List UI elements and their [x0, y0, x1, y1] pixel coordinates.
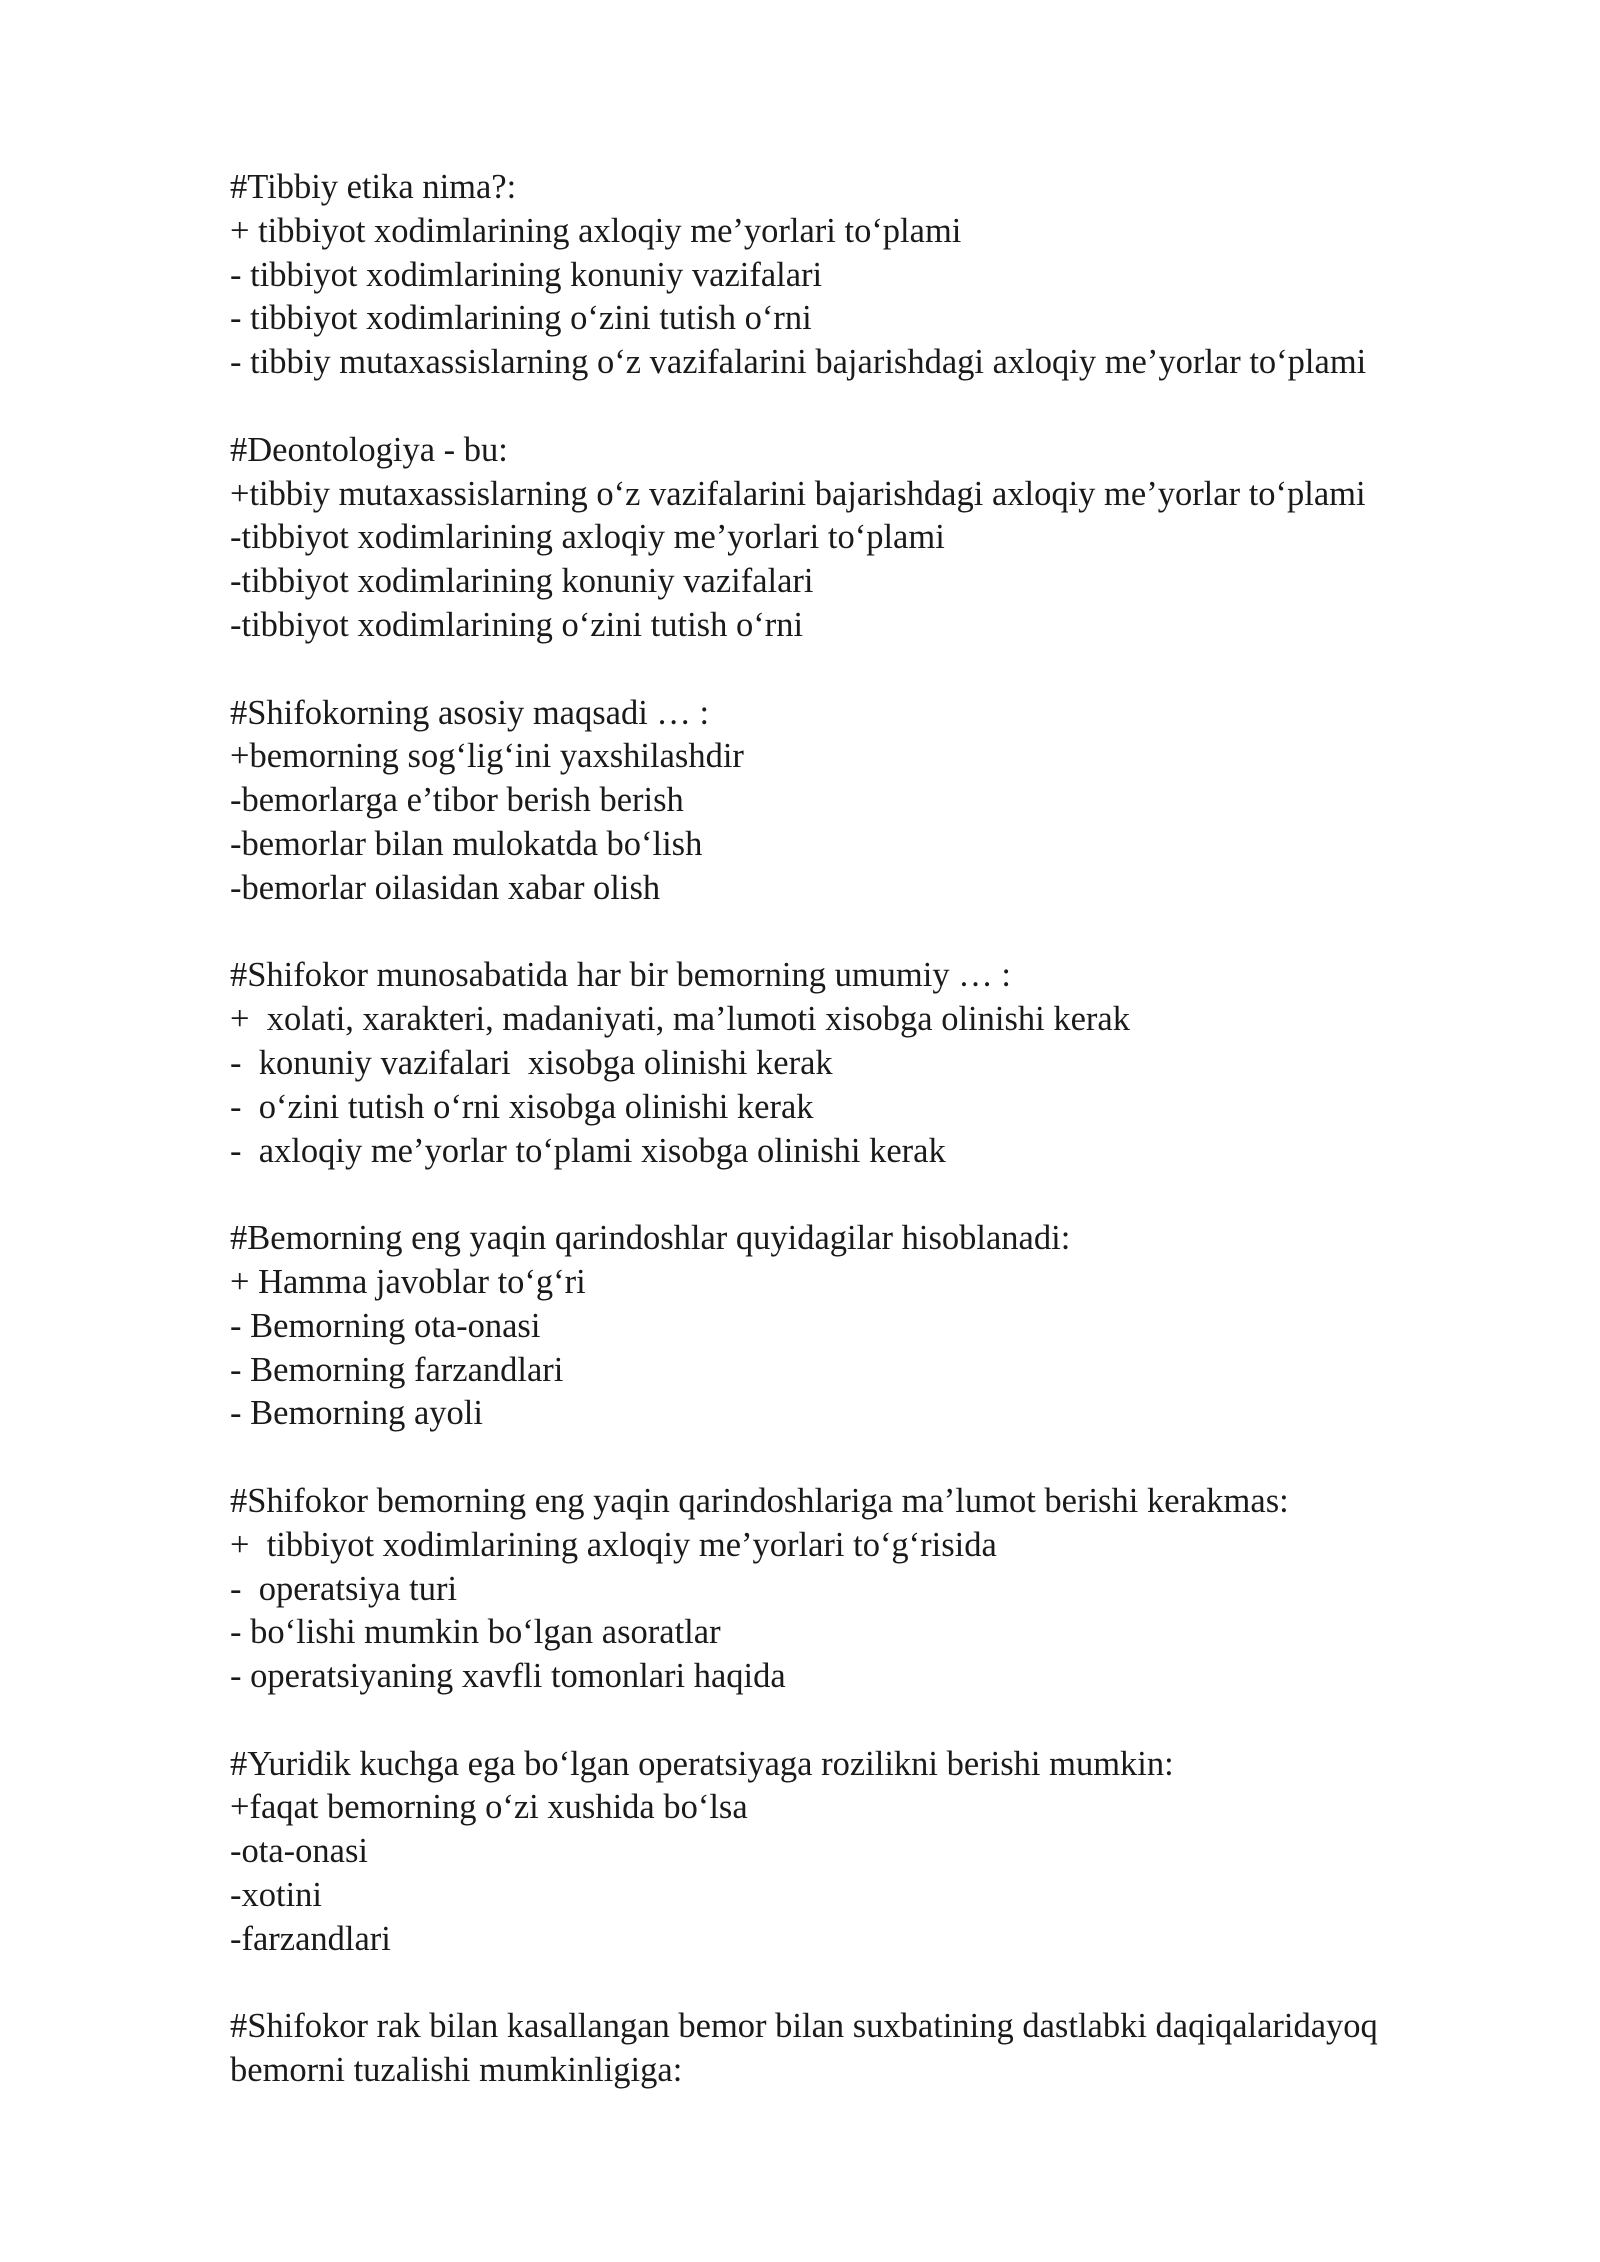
answer-option: -tibbiyot xodimlarining axloqiy me’yorlari to‘plami — [230, 518, 945, 557]
question-text: #Deontologiya - bu: — [230, 430, 508, 469]
question-text-line1: #Shifokor rak bilan kasallangan bemor bilan suxbatining dastlabki daqiqalaridayoq — [230, 2007, 1378, 2046]
answer-option: -xotini — [230, 1876, 322, 1915]
answer-option: - axloqiy me’yorlar to‘plami xisobga olinishi kerak — [230, 1131, 946, 1170]
question-block — [230, 1743, 1520, 1962]
question-block — [230, 954, 1520, 1173]
answer-option: + Hamma javoblar to‘g‘ri — [230, 1262, 586, 1301]
answer-option: - bo‘lishi mumkin bo‘lgan asoratlar — [230, 1613, 721, 1652]
answer-option: + xolati, xarakteri, madaniyati, ma’lumoti xisobga olinishi kerak — [230, 1000, 1130, 1039]
answer-option: - operatsiyaning xavfli tomonlari haqida — [230, 1657, 786, 1696]
question-block — [230, 1480, 1520, 1699]
answer-option: -farzandlari — [230, 1919, 391, 1958]
question-block — [230, 166, 1520, 385]
answer-option: - o‘zini tutish o‘rni xisobga olinishi kerak — [230, 1087, 814, 1126]
answer-option: + tibbiyot xodimlarining axloqiy me’yorlari to‘g‘risida — [230, 1525, 997, 1564]
answer-option: + tibbiyot xodimlarining axloqiy me’yorlari to‘plami — [230, 211, 962, 250]
question-block — [230, 429, 1520, 648]
question-block — [230, 692, 1520, 911]
answer-option: - tibbiyot xodimlarining konuniy vazifalari — [230, 255, 823, 294]
answer-option: - tibbiy mutaxassislarning o‘z vazifalarini bajarishdagi axloqiy me’yorlar to‘plami — [230, 343, 1367, 382]
answer-option: - tibbiyot xodimlarining o‘zini tutish o‘rni — [230, 299, 812, 338]
question-text: #Shifokor munosabatida har bir bemorning umumiy … : — [230, 956, 1011, 995]
question-block — [230, 1217, 1520, 1436]
answer-option: -bemorlarga e’tibor berish berish — [230, 781, 684, 820]
answer-option: - konuniy vazifalari xisobga olinishi kerak — [230, 1043, 833, 1082]
answer-option: - Bemorning ota-onasi — [230, 1306, 541, 1345]
answer-option: -bemorlar oilasidan xabar olish — [230, 868, 661, 907]
answer-option: +bemorning sog‘lig‘ini yaxshilashdir — [230, 737, 744, 776]
question-text-line2: bemorni tuzalishi mumkinligiga: — [230, 2051, 683, 2090]
answer-option: - operatsiya turi — [230, 1569, 458, 1608]
answer-option: - Bemorning farzandlari — [230, 1350, 564, 1389]
answer-option: - Bemorning ayoli — [230, 1394, 483, 1433]
question-block-last — [230, 2005, 1520, 2093]
question-text: #Yuridik kuchga ega bo‘lgan operatsiyaga rozilikni berishi mumkin: — [230, 1744, 1174, 1783]
answer-option: +tibbiy mutaxassislarning o‘z vazifalarini bajarishdagi axloqiy me’yorlar to‘plami — [230, 474, 1366, 513]
question-text: #Shifokorning asosiy maqsadi … : — [230, 693, 710, 732]
answer-option: +faqat bemorning o‘zi xushida bo‘lsa — [230, 1788, 748, 1827]
answer-option: -tibbiyot xodimlarining o‘zini tutish o‘rni — [230, 605, 804, 644]
answer-option: -bemorlar bilan mulokatda bo‘lish — [230, 824, 703, 863]
question-text: #Shifokor bemorning eng yaqin qarindoshlariga ma’lumot berishi kerakmas: — [230, 1481, 1289, 1520]
question-text: #Bemorning eng yaqin qarindoshlar quyidagilar hisoblanadi: — [230, 1219, 1071, 1258]
question-text: #Tibbiy etika nima?: — [230, 168, 517, 206]
question-list — [230, 166, 1520, 2137]
answer-option: -ota-onasi — [230, 1832, 368, 1871]
answer-option: -tibbiyot xodimlarining konuniy vazifalari — [230, 562, 814, 601]
